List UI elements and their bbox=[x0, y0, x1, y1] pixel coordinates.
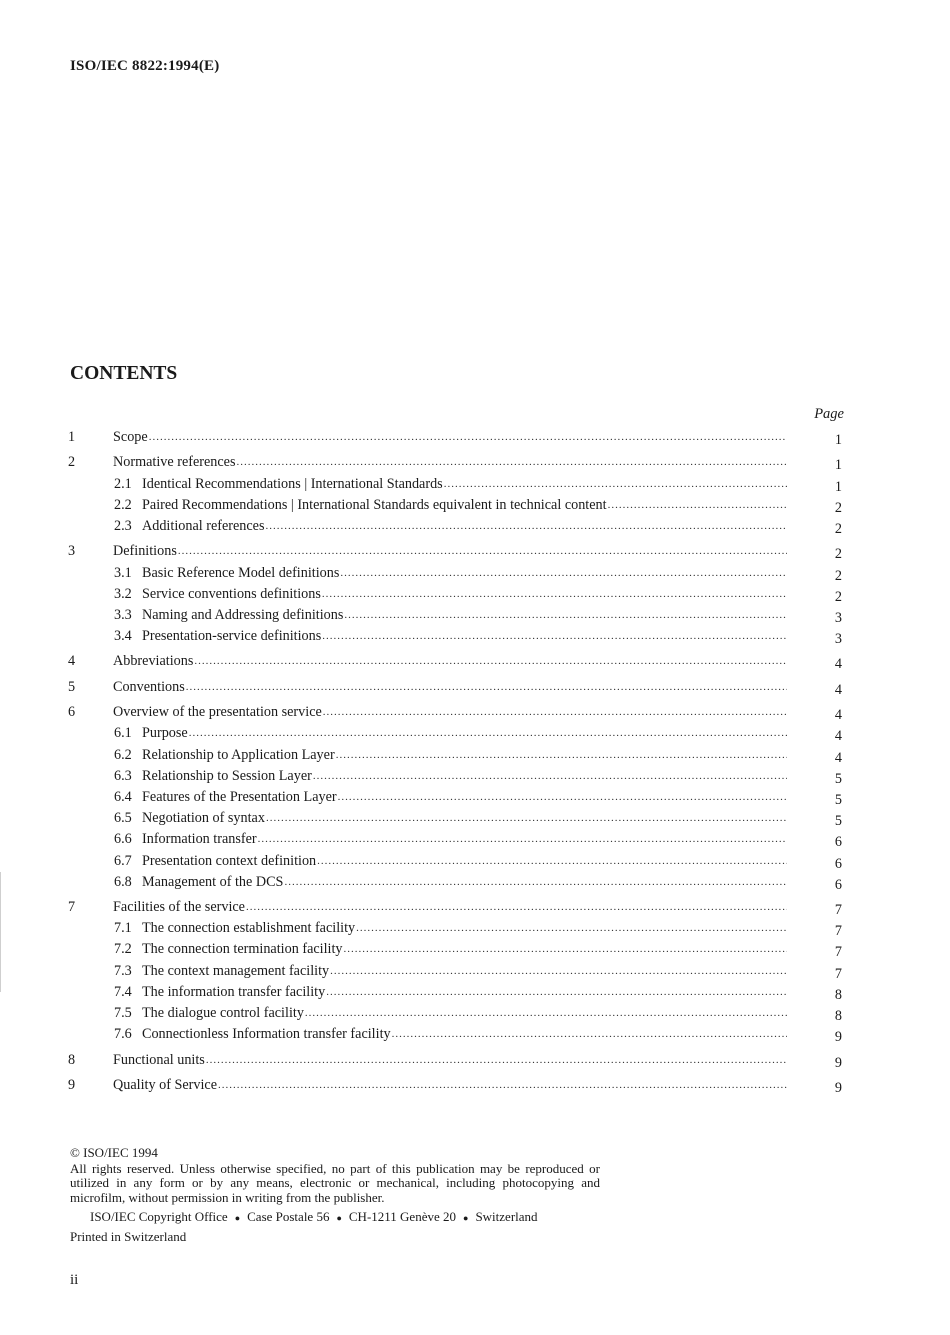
toc-subsection-row[interactable] bbox=[68, 1003, 848, 1024]
toc-page-number: 6 bbox=[834, 855, 842, 872]
toc-section-row[interactable] bbox=[68, 452, 848, 473]
toc-entry-text bbox=[114, 605, 787, 626]
toc-subsection-row[interactable] bbox=[68, 766, 848, 787]
toc-page-number: 5 bbox=[834, 813, 842, 830]
toc-section-number: 8 bbox=[68, 1051, 76, 1068]
toc-subsection-row[interactable] bbox=[68, 851, 848, 872]
dot-leader bbox=[444, 474, 787, 495]
toc-entry-title: The dialogue control facility bbox=[142, 1005, 304, 1021]
toc-subsection-number: 3.4 bbox=[114, 628, 132, 645]
toc-entry-title: Paired Recommendations | International Standards equivalent in technical content bbox=[142, 496, 607, 513]
page-number: ii bbox=[70, 1272, 79, 1288]
toc-entry-title: Scope bbox=[113, 429, 148, 445]
toc-entry-text bbox=[113, 897, 787, 918]
toc-entry-title: Purpose bbox=[142, 725, 188, 742]
toc-subsection-number: 3.2 bbox=[114, 585, 132, 602]
dot-leader bbox=[178, 541, 787, 562]
toc-entry-title: The information transfer facility bbox=[142, 983, 326, 1000]
toc-page-number: 5 bbox=[834, 770, 842, 787]
toc-subsection-row[interactable] bbox=[68, 961, 848, 982]
toc-entry-title: Normative references bbox=[113, 454, 236, 471]
dot-leader bbox=[246, 897, 787, 918]
toc-page-number: 1 bbox=[834, 432, 842, 448]
dot-leader bbox=[266, 808, 787, 829]
dot-leader bbox=[330, 961, 787, 982]
toc-entry-title: Basic Reference Model definitions bbox=[142, 564, 340, 581]
toc-section-row[interactable] bbox=[68, 1075, 848, 1096]
toc-page-number: 9 bbox=[834, 1029, 842, 1046]
page-column-label: Page bbox=[814, 406, 844, 422]
toc-entry-text bbox=[113, 1050, 787, 1071]
toc-subsection-row[interactable] bbox=[68, 723, 848, 744]
dot-leader bbox=[322, 626, 787, 647]
toc-subsection-number: 6.6 bbox=[114, 831, 132, 848]
toc-entry-text bbox=[114, 939, 787, 960]
address-country: Switzerland bbox=[475, 1209, 538, 1225]
dot-leader bbox=[317, 851, 787, 872]
address-city: CH-1211 Genève 20 bbox=[348, 1209, 456, 1225]
toc-entry-text bbox=[114, 626, 787, 647]
printed-in: Printed in Switzerland bbox=[70, 1228, 187, 1244]
toc-section-row[interactable] bbox=[68, 702, 848, 723]
dot-leader bbox=[218, 1075, 787, 1096]
toc-page-number: 4 bbox=[834, 656, 842, 673]
toc-entry-title: The connection termination facility bbox=[142, 941, 343, 958]
toc-entry-text bbox=[113, 427, 787, 448]
toc-page-number: 2 bbox=[834, 567, 842, 584]
dot-leader bbox=[323, 702, 787, 723]
toc-subsection-number: 6.5 bbox=[114, 810, 132, 827]
toc-entry-text bbox=[114, 474, 787, 495]
contents-heading: CONTENTS bbox=[70, 363, 178, 384]
toc-page-number: 7 bbox=[834, 965, 842, 982]
toc-entry-title: Information transfer bbox=[142, 831, 257, 848]
toc-subsection-number: 7.2 bbox=[114, 941, 132, 958]
toc-subsection-number: 6.3 bbox=[114, 767, 132, 784]
toc-page-number: 4 bbox=[834, 681, 842, 698]
toc-entry-text bbox=[114, 766, 787, 787]
toc-subsection-number: 6.7 bbox=[114, 852, 132, 869]
toc-entry-title: Abbreviations bbox=[113, 653, 194, 670]
dot-leader bbox=[149, 427, 787, 448]
dot-leader bbox=[206, 1050, 787, 1071]
address-postbox: Case Postale 56 bbox=[247, 1209, 330, 1225]
toc-entry-text bbox=[114, 563, 787, 584]
toc-page-number: 2 bbox=[834, 588, 842, 605]
toc-page-number: 8 bbox=[834, 986, 842, 1003]
toc-entry-text bbox=[114, 723, 787, 744]
toc-subsection-row[interactable] bbox=[68, 939, 848, 960]
dot-leader bbox=[326, 982, 787, 1003]
toc-subsection-number: 7.6 bbox=[114, 1026, 132, 1043]
toc-page-number: 7 bbox=[834, 923, 842, 940]
toc-section-row[interactable] bbox=[68, 897, 848, 918]
toc-subsection-number: 2.3 bbox=[114, 517, 132, 534]
toc-entry-text bbox=[114, 516, 787, 537]
toc-section-number: 5 bbox=[68, 678, 76, 695]
toc-subsection-number: 6.2 bbox=[114, 746, 132, 763]
toc-page-number: 2 bbox=[834, 499, 842, 516]
toc-page-number: 5 bbox=[834, 791, 842, 808]
dot-leader bbox=[313, 766, 787, 787]
dot-leader bbox=[189, 723, 787, 744]
dot-leader bbox=[186, 677, 787, 698]
toc-subsection-row[interactable] bbox=[68, 808, 848, 829]
bullet-separator-icon: ● bbox=[336, 1213, 342, 1224]
dot-leader bbox=[194, 651, 787, 672]
bullet-separator-icon: ● bbox=[463, 1213, 469, 1224]
dot-leader bbox=[336, 745, 787, 766]
toc-entry-title: Definitions bbox=[113, 543, 177, 560]
toc-subsection-row[interactable] bbox=[68, 829, 848, 850]
toc-section-row[interactable] bbox=[68, 651, 848, 672]
toc-entry-text bbox=[114, 808, 787, 829]
toc-subsection-row[interactable] bbox=[68, 918, 848, 939]
toc-page-number: 6 bbox=[834, 834, 842, 851]
toc-section-row[interactable] bbox=[68, 427, 848, 448]
dot-leader bbox=[237, 452, 788, 473]
toc-section-row[interactable] bbox=[68, 541, 848, 562]
toc-subsection-row[interactable] bbox=[68, 563, 848, 584]
toc-subsection-number: 7.1 bbox=[114, 920, 132, 937]
toc-entry-title: Naming and Addressing definitions bbox=[142, 606, 344, 623]
toc-entry-title: Identical Recommendations | International Standards bbox=[142, 475, 443, 492]
toc-section-number: 3 bbox=[68, 543, 76, 560]
dot-leader bbox=[340, 563, 787, 584]
toc-subsection-number: 2.1 bbox=[114, 475, 132, 492]
toc-entry-title: Presentation-service definitions bbox=[142, 628, 322, 645]
toc-subsection-row[interactable] bbox=[68, 516, 848, 537]
toc-subsection-row[interactable] bbox=[68, 745, 848, 766]
toc-page-number: 2 bbox=[834, 546, 842, 563]
toc-subsection-number: 3.3 bbox=[114, 606, 132, 623]
dot-leader bbox=[392, 1024, 787, 1045]
toc-subsection-number: 6.4 bbox=[114, 788, 132, 805]
toc-entry-text bbox=[114, 1024, 787, 1045]
toc-entry-text bbox=[114, 1003, 787, 1024]
document-identifier: ISO/IEC 8822:1994(E) bbox=[70, 58, 220, 74]
copyright-notice bbox=[70, 1146, 600, 1244]
toc-section-row[interactable] bbox=[68, 1050, 848, 1071]
toc-section-number: 7 bbox=[68, 899, 76, 916]
toc-subsection-row[interactable] bbox=[68, 787, 848, 808]
toc-entry-text bbox=[114, 745, 787, 766]
toc-entry-title: Management of the DCS bbox=[142, 873, 284, 890]
toc-entry-title: Connectionless Information transfer facility bbox=[142, 1026, 391, 1043]
toc-page-number: 8 bbox=[834, 1008, 842, 1024]
dot-leader bbox=[305, 1003, 787, 1024]
toc-page-number: 4 bbox=[834, 749, 842, 766]
toc-entry-title: Service conventions definitions bbox=[142, 585, 321, 602]
toc-subsection-row[interactable] bbox=[68, 626, 848, 647]
toc-entry-text bbox=[113, 1075, 787, 1096]
toc-subsection-row[interactable] bbox=[68, 605, 848, 626]
dot-leader bbox=[284, 872, 787, 893]
toc-page-number: 4 bbox=[834, 707, 842, 724]
toc-section-row[interactable] bbox=[68, 677, 848, 698]
toc-page-number: 9 bbox=[834, 1079, 842, 1096]
toc-subsection-number: 7.3 bbox=[114, 962, 132, 979]
toc-entry-title: The connection establishment facility bbox=[142, 920, 356, 937]
toc-section-number: 2 bbox=[68, 454, 76, 471]
toc-entry-title: Additional references bbox=[142, 517, 265, 534]
dot-leader bbox=[322, 584, 787, 605]
toc-entry-title: Quality of Service bbox=[113, 1076, 218, 1093]
dot-leader bbox=[338, 787, 787, 808]
dot-leader bbox=[608, 495, 787, 516]
toc-entry-title: Overview of the presentation service bbox=[113, 704, 322, 721]
toc-subsection-row[interactable] bbox=[68, 584, 848, 605]
toc-page-number: 2 bbox=[834, 520, 842, 537]
address-office: ISO/IEC Copyright Office bbox=[90, 1209, 228, 1225]
toc-page-number: 6 bbox=[834, 876, 842, 893]
toc-subsection-row[interactable] bbox=[68, 982, 848, 1003]
toc-entry-text bbox=[114, 584, 787, 605]
toc-page-number: 3 bbox=[834, 631, 842, 648]
toc-section-number: 6 bbox=[68, 704, 76, 721]
dot-leader bbox=[266, 516, 787, 537]
toc-entry-title: Presentation context definition bbox=[142, 852, 317, 869]
toc-entry-text bbox=[114, 787, 787, 808]
toc-entry-text bbox=[114, 961, 787, 982]
toc-entry-text bbox=[114, 918, 787, 939]
toc-page-number: 4 bbox=[834, 728, 842, 745]
rights-statement: All rights reserved. Unless otherwise specified, no part of this publication may be reproduced or utilized in any form or by any means, electronic or mechanical, including photocopying and microfilm, without permission in writing from the publisher. bbox=[70, 1160, 600, 1205]
toc-section-number: 9 bbox=[68, 1076, 76, 1093]
toc-page-number: 1 bbox=[834, 478, 842, 495]
toc-section-number: 4 bbox=[68, 653, 76, 670]
toc-entry-text bbox=[114, 982, 787, 1003]
bullet-separator-icon: ● bbox=[234, 1213, 241, 1224]
toc-entry-text bbox=[113, 702, 787, 723]
toc-page-number: 9 bbox=[834, 1054, 842, 1071]
toc-entry-text bbox=[114, 495, 787, 516]
toc-subsection-row[interactable] bbox=[68, 872, 848, 893]
toc-subsection-row[interactable] bbox=[68, 495, 848, 516]
toc-entry-text bbox=[114, 872, 787, 893]
toc-entry-title: Conventions bbox=[113, 678, 185, 695]
toc-subsection-number: 6.1 bbox=[114, 725, 132, 742]
toc-page-number: 7 bbox=[834, 944, 842, 961]
toc-entry-title: Features of the Presentation Layer bbox=[142, 788, 337, 805]
toc-entry-text bbox=[113, 541, 787, 562]
table-of-contents bbox=[68, 427, 848, 1096]
toc-entry-text bbox=[114, 851, 787, 872]
publisher-address bbox=[70, 1210, 600, 1225]
toc-page-number: 1 bbox=[834, 457, 842, 474]
toc-subsection-number: 7.5 bbox=[114, 1005, 132, 1021]
toc-entry-text bbox=[113, 452, 787, 473]
toc-entry-title: Functional units bbox=[113, 1051, 205, 1068]
toc-subsection-number: 6.8 bbox=[114, 873, 132, 890]
toc-subsection-row[interactable] bbox=[68, 1024, 848, 1045]
toc-page-number: 3 bbox=[834, 609, 842, 626]
toc-section-number: 1 bbox=[68, 429, 76, 445]
toc-entry-text bbox=[113, 677, 787, 698]
toc-subsection-number: 3.1 bbox=[114, 564, 132, 581]
dot-leader bbox=[258, 829, 787, 850]
toc-entry-title: Negotiation of syntax bbox=[142, 810, 265, 827]
toc-subsection-number: 7.4 bbox=[114, 983, 132, 1000]
toc-entry-title: The context management facility bbox=[142, 962, 330, 979]
toc-page-number: 7 bbox=[834, 902, 842, 919]
dot-leader bbox=[344, 939, 787, 960]
toc-subsection-row[interactable] bbox=[68, 474, 848, 495]
toc-entry-text bbox=[113, 651, 787, 672]
copyright-line: © ISO/IEC 1994 bbox=[70, 1145, 158, 1160]
toc-entry-title: Facilities of the service bbox=[113, 899, 245, 916]
toc-entry-text bbox=[114, 829, 787, 850]
dot-leader bbox=[344, 605, 787, 626]
toc-subsection-number: 2.2 bbox=[114, 496, 132, 513]
toc-entry-title: Relationship to Application Layer bbox=[142, 746, 335, 763]
dot-leader bbox=[356, 918, 787, 939]
scan-edge-mark bbox=[0, 872, 1, 992]
toc-entry-title: Relationship to Session Layer bbox=[142, 767, 312, 784]
